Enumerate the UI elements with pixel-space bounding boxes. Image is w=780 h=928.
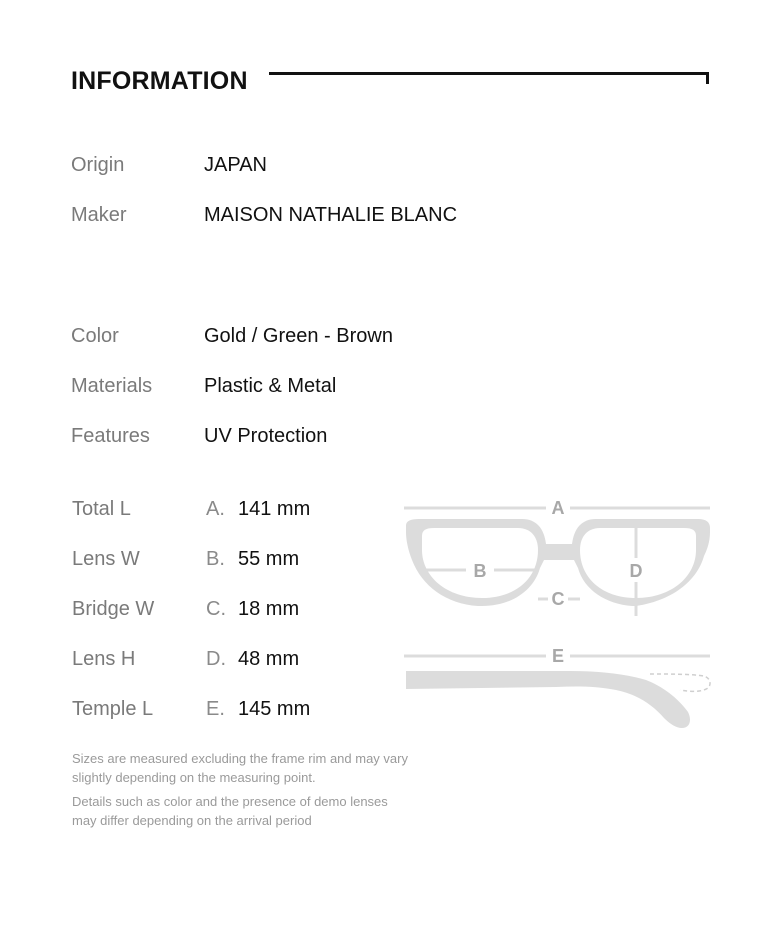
section-title: INFORMATION — [71, 67, 248, 95]
note-measurement: Sizes are measured excluding the frame rim and may vary slightly depending on the measuring point. — [72, 751, 408, 785]
size-notes — [72, 749, 412, 835]
dimension-label-e: E — [551, 646, 565, 666]
dimension-label-b: B — [473, 561, 487, 581]
temple-length-label: Temple L — [72, 698, 154, 720]
dimension-label-d: D — [629, 561, 643, 581]
total-length-value: 141 mm — [238, 498, 311, 520]
materials-value: Plastic & Metal — [204, 375, 337, 397]
header-rule-end — [706, 72, 709, 84]
bridge-width-label: Bridge W — [72, 598, 155, 620]
total-length-letter: A. — [206, 498, 225, 520]
origin-label: Origin — [71, 154, 125, 176]
bridge-width-letter: C. — [206, 598, 226, 620]
lens-height-value: 48 mm — [238, 648, 300, 670]
header-rule — [269, 72, 709, 75]
features-label: Features — [71, 425, 150, 447]
features-value: UV Protection — [204, 425, 328, 447]
bridge-width-value: 18 mm — [238, 598, 300, 620]
materials-label: Materials — [71, 375, 153, 397]
color-label: Color — [71, 325, 119, 347]
lens-width-letter: B. — [206, 548, 225, 570]
maker-value: MAISON NATHALIE BLANC — [204, 204, 458, 226]
temple-length-letter: E. — [206, 698, 225, 720]
dimension-label-a: A — [551, 498, 565, 518]
dimension-label-c: C — [551, 589, 565, 609]
total-length-label: Total L — [72, 498, 131, 520]
origin-value: JAPAN — [204, 154, 267, 176]
note-details: Details such as color and the presence of demo lenses may differ depending on the arrival period — [72, 794, 388, 828]
information-header — [71, 64, 711, 100]
glasses-diagram — [400, 494, 720, 734]
lens-width-label: Lens W — [72, 548, 140, 570]
color-value: Gold / Green - Brown — [204, 325, 393, 347]
temple-length-value: 145 mm — [238, 698, 311, 720]
maker-label: Maker — [71, 204, 127, 226]
lens-width-value: 55 mm — [238, 548, 300, 570]
temple-arm-shape — [406, 671, 690, 728]
lens-height-letter: D. — [206, 648, 226, 670]
lens-height-label: Lens H — [72, 648, 136, 670]
